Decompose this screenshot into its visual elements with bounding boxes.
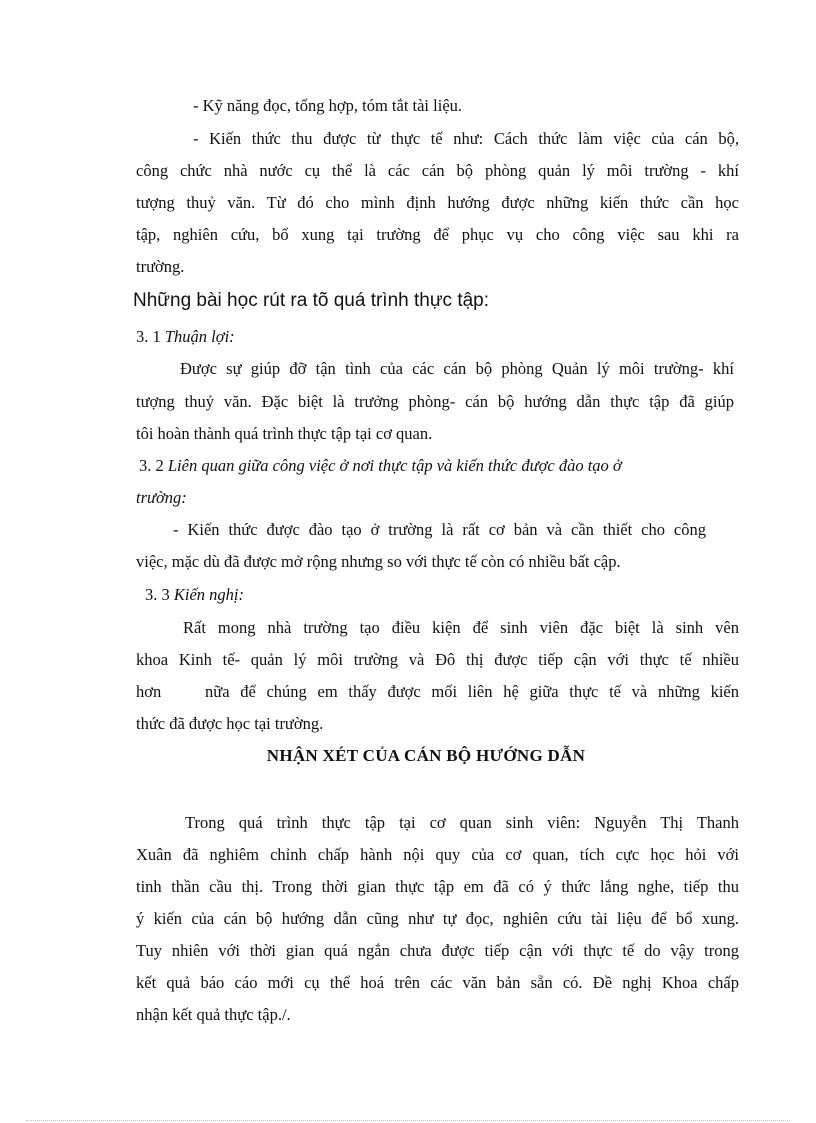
section-title: Kiến nghị:: [173, 585, 244, 604]
paragraph-line: hơn: [136, 682, 162, 701]
paragraph-line: ý kiến của cán bộ hướng dẫn cũng như tự đọc, nghiên cứu tài liệu để bổ xung.: [136, 909, 739, 928]
paragraph-line: tinh thần cầu thị. Trong thời gian thực tập em đã có ý thức lắng nghe, tiếp thu: [136, 877, 739, 896]
paragraph-line: Được sự giúp đỡ tận tình của các cán bộ phòng Quản lý môi trường- khí: [180, 359, 734, 378]
review-title: NHẬN XÉT CỦA CÁN BỘ HƯỚNG DẪN: [266, 746, 586, 765]
paragraph-line: thức đã được học tại trường.: [136, 714, 324, 733]
paragraph-line: tập, nghiên cứu, bổ xung tại trường để phục vụ cho công việc sau khi ra: [136, 225, 739, 244]
section-title: Thuận lợi:: [164, 327, 235, 346]
paragraph-line: tượng thuỷ văn. Từ đó cho mình định hướng được những kiến thức cần học: [136, 193, 739, 212]
section-number: 3. 3: [145, 585, 170, 604]
paragraph-line: - Kiến thức được đào tạo ở trường là rất cơ bản và cần thiết cho công: [173, 520, 706, 539]
section-number: 3. 1: [136, 327, 161, 346]
page-divider: [26, 1120, 790, 1121]
paragraph-line: khoa Kinh tế- quản lý môi trường và Đô thị được tiếp cận với thực tế nhiều: [136, 650, 739, 669]
paragraph-line: tôi hoàn thành quá trình thực tập tại cơ quan.: [136, 424, 433, 443]
paragraph-line: Xuân đã nghiêm chỉnh chấp hành nội quy của cơ quan, tích cực học hỏi với: [136, 845, 739, 864]
section-3-2-heading: [139, 456, 622, 476]
paragraph-line: công chức nhà nước cụ thể là các cán bộ phòng quản lý môi trường - khí: [136, 161, 739, 180]
section-title: Liên quan giữa công việc ở nơi thực tập và kiến thức được đào tạo ở: [167, 456, 622, 475]
section-3-3-heading: [145, 585, 244, 605]
paragraph-line: kết quả báo cáo mới cụ thể hoá trên các văn bản sẵn có. Đề nghị Khoa chấp: [136, 973, 739, 992]
section-heading: Những bài học rút ra tõ quá trình thực tập:: [133, 290, 490, 311]
paragraph-line: nữa để chúng em thấy được mối liên hệ giữa thực tế và những kiến: [205, 682, 739, 701]
paragraph-line: tượng thuỷ văn. Đặc biệt là trưởng phòng- cán bộ hướng dẫn thực tập đã giúp: [136, 392, 734, 411]
paragraph-line: Tuy nhiên với thời gian quá ngắn chưa được tiếp cận với thực tế do vậy trong: [136, 941, 739, 960]
paragraph-line: trường.: [136, 257, 185, 276]
knowledge-bullet-line: - Kiến thức thu được từ thực tế như: Cách thức làm việc của cán bộ,: [193, 129, 739, 148]
section-number: 3. 2: [139, 456, 164, 475]
section-3-1-heading: [136, 327, 235, 347]
section-title-continued: trường:: [136, 488, 187, 507]
paragraph-line: việc, mặc dù đã được mở rộng nhưng so với thực tế còn có nhiều bất cập.: [136, 552, 621, 571]
skill-bullet: - Kỹ năng đọc, tổng hợp, tóm tắt tài liệu.: [193, 96, 463, 115]
paragraph-line: nhận kết quả thực tập./.: [136, 1005, 291, 1024]
paragraph-line: Trong quá trình thực tập tại cơ quan sinh viên: Nguyễn Thị Thanh: [185, 813, 739, 832]
paragraph-line: Rất mong nhà trường tạo điều kiện để sinh viên đặc biệt là sinh vên: [183, 618, 739, 637]
